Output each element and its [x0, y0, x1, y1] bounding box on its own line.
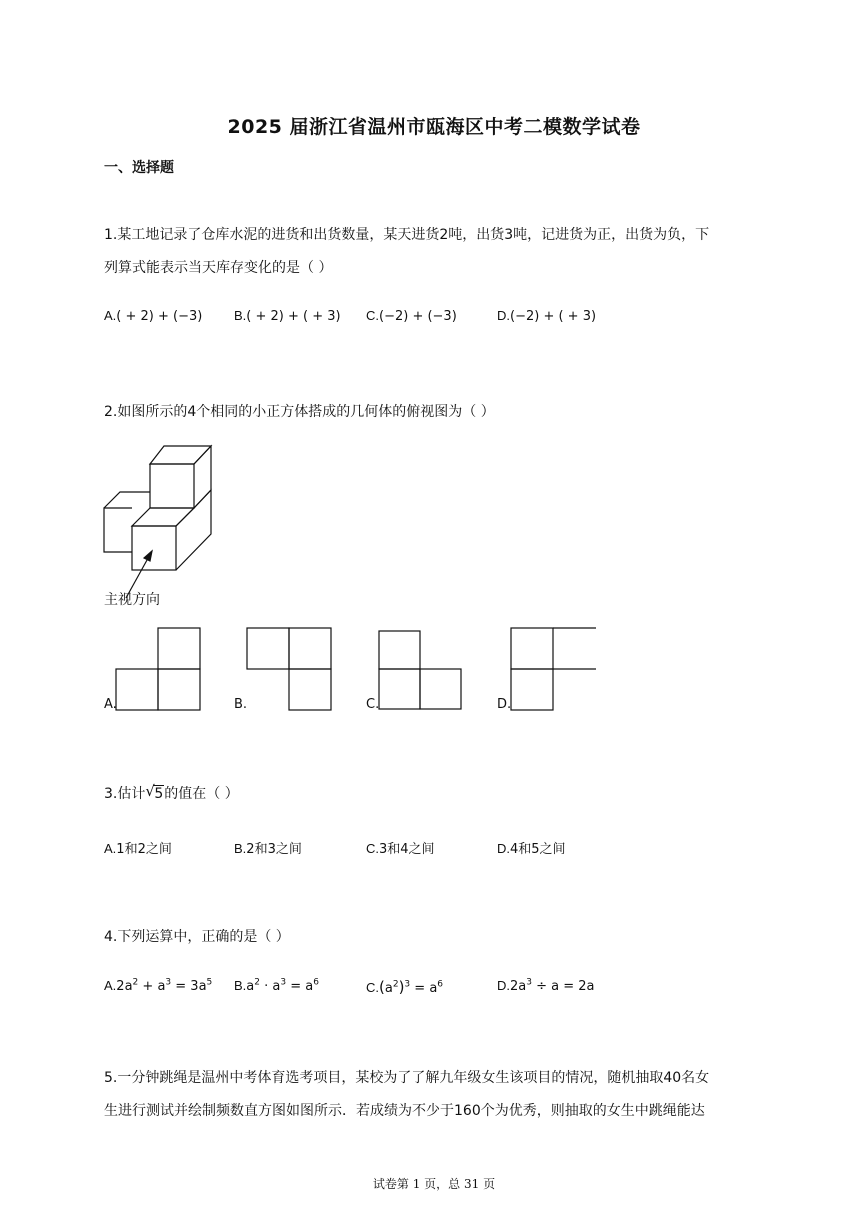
- cube-stack-figure: [100, 440, 220, 580]
- option-label: B.: [234, 308, 247, 323]
- square-root: √ 5: [145, 782, 164, 802]
- q1-option-c[interactable]: [366, 308, 457, 324]
- q1-option-a[interactable]: [104, 308, 202, 324]
- q1-option-b[interactable]: [234, 308, 341, 324]
- q2-option-a[interactable]: A.: [104, 697, 117, 712]
- q2-option-a-figure: [116, 627, 202, 711]
- q3-prefix: 3.估计: [104, 786, 146, 802]
- q3-suffix: 的值在（ ）: [164, 786, 239, 802]
- option-expression: $2a^2 + a^3 = 3a^5$: [116, 977, 213, 994]
- q4-option-c[interactable]: [366, 978, 443, 996]
- option-expression: ( + 2) + (−3): [116, 309, 203, 324]
- option-expression: (−2) + (−3): [379, 309, 457, 324]
- option-label: D.: [497, 841, 510, 856]
- option-label: A.: [104, 308, 117, 323]
- option-label: C.: [366, 308, 379, 323]
- option-expression: $2a^3 \div a = 2a$: [510, 977, 595, 994]
- radicand: 5: [154, 786, 164, 802]
- option-label: D.: [497, 978, 510, 993]
- q1-option-d[interactable]: [497, 308, 596, 324]
- section-heading: 一、选择题: [104, 160, 174, 176]
- question-1-line-2: 列算式能表示当天库存变化的是（ ）: [104, 260, 333, 276]
- question-4-line-1: 4.下列运算中，正确的是（ ）: [104, 929, 290, 945]
- q2-option-d-figure: [510, 627, 598, 711]
- option-label: C.: [366, 841, 379, 856]
- q3-option-a[interactable]: [104, 838, 172, 857]
- option-label: D.: [497, 308, 510, 323]
- q2-option-b-figure: [246, 627, 332, 711]
- q4-option-a[interactable]: [104, 978, 212, 994]
- option-label: A.: [104, 841, 117, 856]
- option-text: 2和3之间: [246, 842, 302, 857]
- page-title: 2025 届浙江省温州市瓯海区中考二模数学试卷: [227, 116, 641, 138]
- option-text: 3和4之间: [379, 842, 435, 857]
- option-expression: $(a^2)^3 = a^6$: [379, 978, 444, 996]
- q2-option-b[interactable]: B.: [234, 697, 248, 712]
- option-text: 1和2之间: [116, 842, 172, 857]
- question-5-line-1: 5.一分钟跳绳是温州中考体育选考项目，某校为了了解九年级女生该项目的情况，随机抽取40名女: [104, 1070, 710, 1086]
- q2-option-d[interactable]: D.: [497, 697, 512, 712]
- option-label: A.: [104, 978, 117, 993]
- question-2-line-1: 2.如图所示的4个相同的小正方体搭成的几何体的俯视图为（ ）: [104, 404, 495, 420]
- option-expression: $a^2 \cdot a^3 = a^6$: [246, 977, 319, 994]
- view-direction-label: 主视方向: [104, 592, 160, 608]
- option-expression: (−2) + ( + 3): [510, 309, 597, 324]
- q3-option-c[interactable]: [366, 838, 435, 857]
- q2-option-c[interactable]: C.: [366, 697, 380, 712]
- option-label: B.: [234, 978, 247, 993]
- q2-option-c-figure: [378, 630, 464, 712]
- option-label: C.: [366, 980, 379, 995]
- option-label: B.: [234, 841, 247, 856]
- question-1-line-1: 1.某工地记录了仓库水泥的进货和出货数量，某天进货2吨，出货3吨，记进货为正，出货为负，下: [104, 227, 710, 243]
- page-footer: 试卷第 1 页，总 31 页: [372, 1177, 496, 1191]
- option-text: 4和5之间: [510, 842, 566, 857]
- q4-option-d[interactable]: [497, 978, 595, 994]
- q4-option-b[interactable]: [234, 978, 319, 994]
- question-3-line-1: [104, 778, 239, 810]
- option-expression: ( + 2) + ( + 3): [246, 309, 341, 324]
- q3-option-d[interactable]: [497, 838, 566, 857]
- q3-option-b[interactable]: [234, 838, 302, 857]
- question-5-line-2: 生进行测试并绘制频数直方图如图所示．若成绩为不少于160个为优秀，则抽取的女生中跳绳能达: [104, 1103, 705, 1119]
